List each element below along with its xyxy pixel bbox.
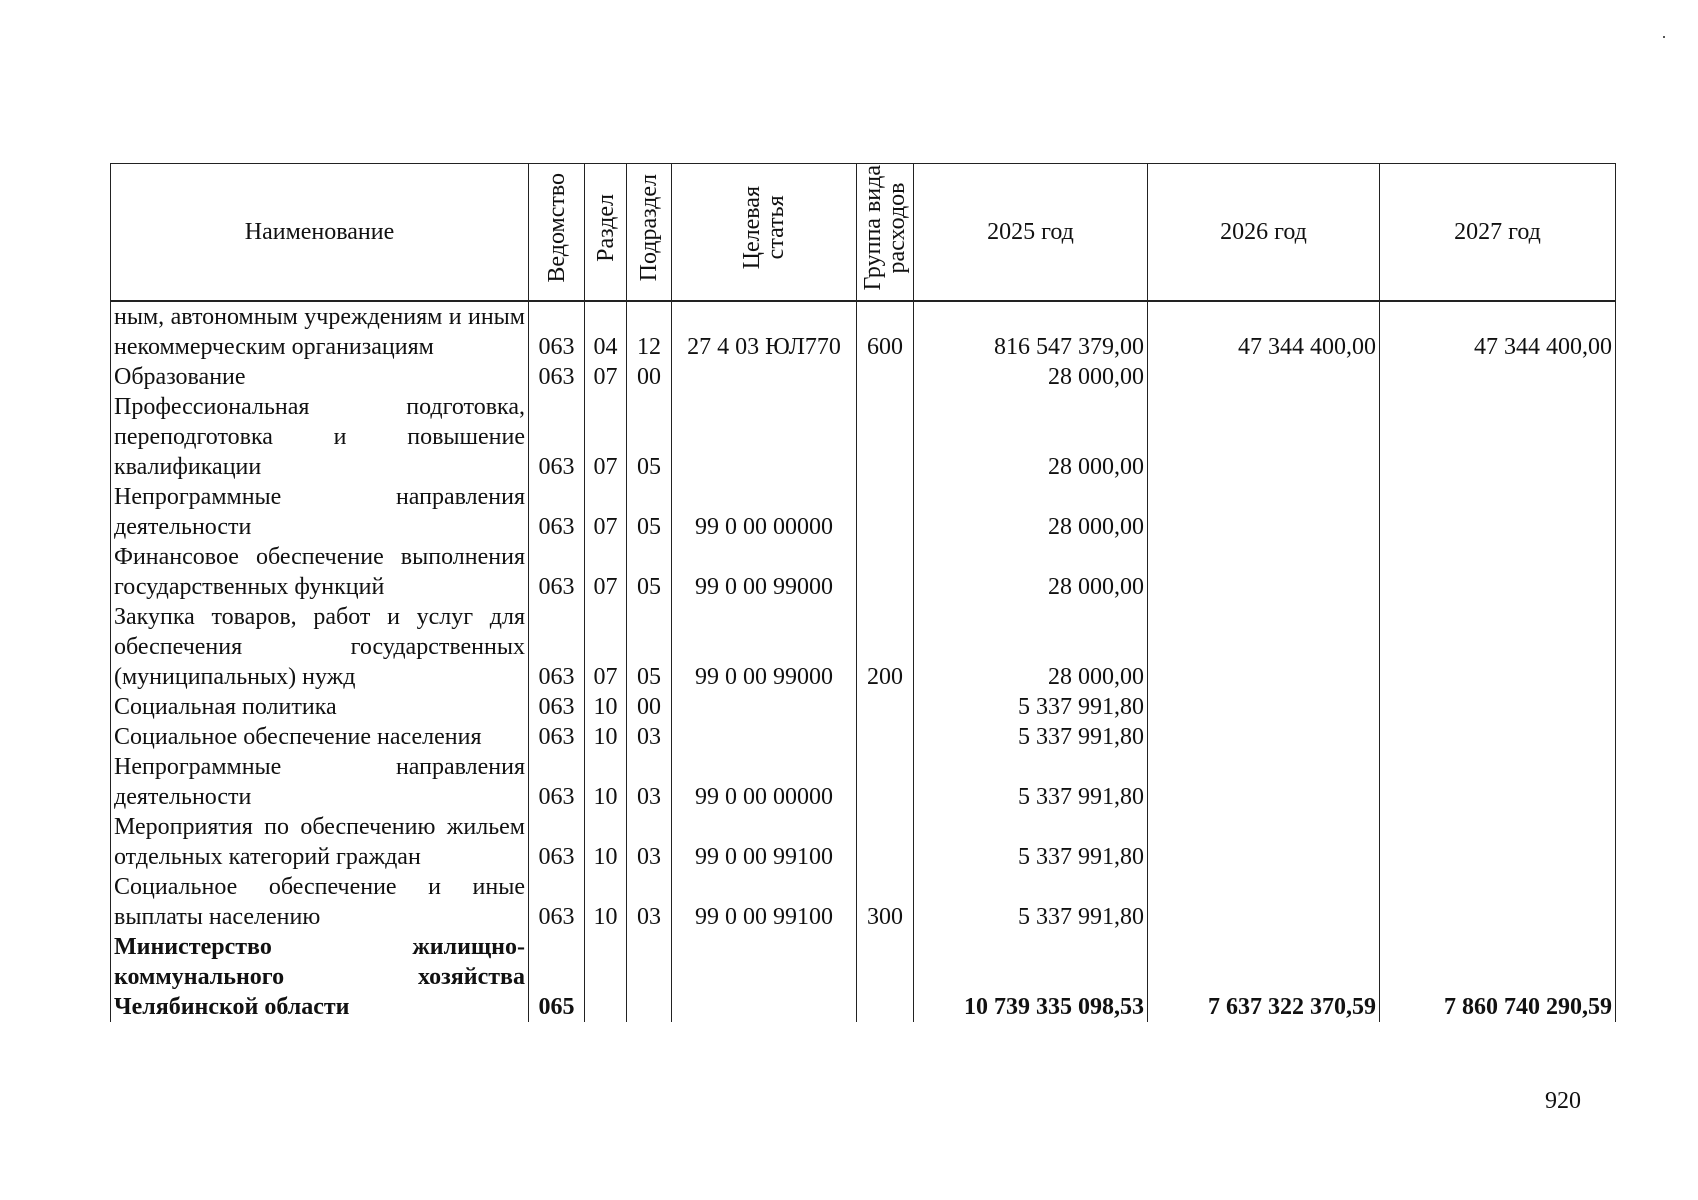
row-y2027 — [1380, 752, 1616, 812]
row-y2025: 28 000,00 — [914, 362, 1148, 392]
row-gruppa — [857, 692, 914, 722]
header-name — [111, 164, 529, 302]
row-vedomstvo: 063 — [529, 482, 585, 542]
row-razdel: 07 — [585, 482, 627, 542]
row-y2026 — [1148, 872, 1380, 932]
row-name: Социальное обеспечение населения — [111, 722, 529, 752]
row-razdel: 07 — [585, 602, 627, 692]
row-razdel: 10 — [585, 872, 627, 932]
row-y2026 — [1148, 602, 1380, 692]
row-podrazdel: 00 — [627, 692, 672, 722]
row-podrazdel: 05 — [627, 392, 672, 482]
header-year-2026 — [1148, 164, 1380, 302]
row-y2025: 28 000,00 — [914, 542, 1148, 602]
row-razdel: 10 — [585, 752, 627, 812]
row-gruppa: 200 — [857, 602, 914, 692]
row-name: Непрограммные направления деятельности — [111, 482, 529, 542]
row-celevaya: 99 0 00 99000 — [672, 542, 857, 602]
row-podrazdel: 12 — [627, 301, 672, 362]
row-vedomstvo: 063 — [529, 392, 585, 482]
row-gruppa — [857, 752, 914, 812]
row-y2025: 5 337 991,80 — [914, 752, 1148, 812]
row-celevaya: 27 4 03 ЮЛ770 — [672, 301, 857, 362]
row-celevaya — [672, 392, 857, 482]
row-vedomstvo: 063 — [529, 301, 585, 362]
row-podrazdel: 05 — [627, 482, 672, 542]
row-gruppa: 600 — [857, 301, 914, 362]
row-razdel: 07 — [585, 362, 627, 392]
header-celevaya-line1: Целевая — [739, 186, 765, 270]
row-gruppa — [857, 482, 914, 542]
row-podrazdel: 03 — [627, 752, 672, 812]
row-gruppa — [857, 392, 914, 482]
row-podrazdel: 00 — [627, 362, 672, 392]
row-gruppa — [857, 722, 914, 752]
row-vedomstvo: 063 — [529, 812, 585, 872]
row-razdel: 10 — [585, 692, 627, 722]
table-row — [111, 812, 1616, 872]
row-podrazdel: 03 — [627, 872, 672, 932]
row-vedomstvo: 063 — [529, 752, 585, 812]
header-vedomstvo-label: Ведомство — [543, 173, 570, 283]
header-name-label: Наименование — [244, 219, 395, 245]
row-y2027 — [1380, 542, 1616, 602]
row-razdel: 10 — [585, 722, 627, 752]
table-row-total — [111, 932, 1616, 1022]
row-y2026: 47 344 400,00 — [1148, 301, 1380, 362]
row-y2027 — [1380, 392, 1616, 482]
row-y2027: 47 344 400,00 — [1380, 301, 1616, 362]
table-row — [111, 482, 1616, 542]
row-y2027 — [1380, 692, 1616, 722]
row-podrazdel: 03 — [627, 812, 672, 872]
row-vedomstvo: 063 — [529, 872, 585, 932]
row-vedomstvo: 065 — [529, 932, 585, 1022]
row-name: Образование — [111, 362, 529, 392]
row-y2026 — [1148, 542, 1380, 602]
row-name: Социальная политика — [111, 692, 529, 722]
row-vedomstvo: 063 — [529, 602, 585, 692]
row-vedomstvo: 063 — [529, 542, 585, 602]
page-number: 920 — [1545, 1088, 1581, 1114]
row-y2027 — [1380, 722, 1616, 752]
row-celevaya — [672, 932, 857, 1022]
table-row — [111, 752, 1616, 812]
table-body — [111, 301, 1616, 1022]
row-y2026 — [1148, 362, 1380, 392]
row-gruppa — [857, 812, 914, 872]
row-name: Закупка товаров, работ и услуг для обеспечения государственных (муниципальных) нужд — [111, 602, 529, 692]
row-y2027 — [1380, 812, 1616, 872]
row-name: Непрограммные направления деятельности — [111, 752, 529, 812]
row-celevaya: 99 0 00 99100 — [672, 872, 857, 932]
header-year-2025 — [914, 164, 1148, 302]
row-name: Социальное обеспечение и иные выплаты населению — [111, 872, 529, 932]
row-name: Финансовое обеспечение выполнения государственных функций — [111, 542, 529, 602]
header-year-2027-label: 2027 год — [1454, 219, 1541, 245]
header-year-2025-label: 2025 год — [987, 219, 1074, 245]
header-year-2026-label: 2026 год — [1220, 219, 1307, 245]
budget-table — [110, 163, 1616, 1022]
row-razdel: 04 — [585, 301, 627, 362]
row-y2025: 5 337 991,80 — [914, 692, 1148, 722]
row-celevaya — [672, 362, 857, 392]
header-vedomstvo — [529, 164, 585, 302]
row-y2026 — [1148, 722, 1380, 752]
header-gruppa-line1: Группа вида — [860, 165, 886, 291]
row-celevaya: 99 0 00 99000 — [672, 602, 857, 692]
row-name: ным, автономным учреждениям и иным некоммерческим организациям — [111, 301, 529, 362]
row-gruppa — [857, 542, 914, 602]
table-row — [111, 542, 1616, 602]
row-celevaya: 99 0 00 00000 — [672, 482, 857, 542]
header-razdel — [585, 164, 627, 302]
header-gruppa — [857, 164, 914, 302]
header-celevaya — [672, 164, 857, 302]
row-celevaya: 99 0 00 99100 — [672, 812, 857, 872]
row-celevaya — [672, 722, 857, 752]
header-gruppa-label — [861, 165, 909, 290]
row-y2026 — [1148, 482, 1380, 542]
row-razdel — [585, 932, 627, 1022]
row-y2027 — [1380, 482, 1616, 542]
row-y2025: 28 000,00 — [914, 392, 1148, 482]
table-row — [111, 301, 1616, 362]
row-y2027 — [1380, 602, 1616, 692]
row-gruppa — [857, 362, 914, 392]
row-gruppa — [857, 932, 914, 1022]
row-podrazdel: 05 — [627, 542, 672, 602]
header-razdel-label: Раздел — [592, 194, 619, 262]
header-celevaya-label — [740, 186, 788, 269]
table-row — [111, 362, 1616, 392]
row-podrazdel: 03 — [627, 722, 672, 752]
row-vedomstvo: 063 — [529, 362, 585, 392]
row-name: Министерство жилищно-коммунального хозяйства Челябинской области — [111, 932, 529, 1022]
header-celevaya-line2: статья — [763, 196, 789, 260]
row-y2025: 5 337 991,80 — [914, 812, 1148, 872]
table-row — [111, 692, 1616, 722]
row-y2026 — [1148, 692, 1380, 722]
scan-speck — [1663, 36, 1665, 38]
row-y2027 — [1380, 362, 1616, 392]
row-name: Профессиональная подготовка, переподготовка и повышение квалификации — [111, 392, 529, 482]
row-y2025: 10 739 335 098,53 — [914, 932, 1148, 1022]
header-year-2027 — [1380, 164, 1616, 302]
row-razdel: 07 — [585, 392, 627, 482]
table-row — [111, 392, 1616, 482]
row-celevaya: 99 0 00 00000 — [672, 752, 857, 812]
table-row — [111, 722, 1616, 752]
row-y2027 — [1380, 872, 1616, 932]
row-vedomstvo: 063 — [529, 692, 585, 722]
row-podrazdel: 05 — [627, 602, 672, 692]
header-gruppa-line2: расходов — [884, 182, 910, 274]
row-y2025: 5 337 991,80 — [914, 722, 1148, 752]
row-y2025: 5 337 991,80 — [914, 872, 1148, 932]
row-y2026 — [1148, 812, 1380, 872]
row-razdel: 10 — [585, 812, 627, 872]
table-row — [111, 872, 1616, 932]
row-gruppa: 300 — [857, 872, 914, 932]
header-podrazdel — [627, 164, 672, 302]
row-y2026 — [1148, 752, 1380, 812]
row-y2027: 7 860 740 290,59 — [1380, 932, 1616, 1022]
row-vedomstvo: 063 — [529, 722, 585, 752]
row-name: Мероприятия по обеспечению жильем отдельных категорий граждан — [111, 812, 529, 872]
row-y2025: 28 000,00 — [914, 482, 1148, 542]
row-razdel: 07 — [585, 542, 627, 602]
row-y2025: 28 000,00 — [914, 602, 1148, 692]
row-podrazdel — [627, 932, 672, 1022]
table-row — [111, 602, 1616, 692]
row-y2025: 816 547 379,00 — [914, 301, 1148, 362]
row-y2026 — [1148, 392, 1380, 482]
row-celevaya — [672, 692, 857, 722]
header-podrazdel-label: Подраздел — [636, 174, 662, 282]
row-y2026: 7 637 322 370,59 — [1148, 932, 1380, 1022]
table-header — [111, 164, 1616, 302]
